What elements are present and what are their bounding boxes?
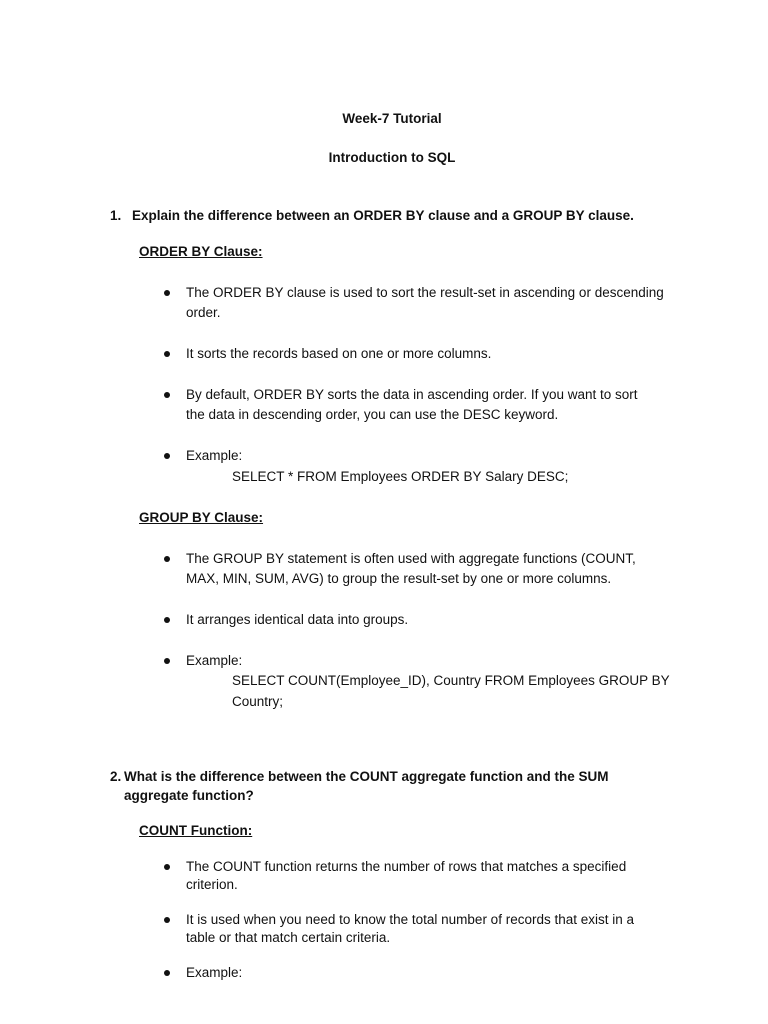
- bullet-icon: [164, 290, 170, 296]
- count-bullet-2-line-2: table or that match certain criteria.: [186, 930, 391, 945]
- bullet-icon: [164, 864, 170, 870]
- bullet-icon: [164, 351, 170, 357]
- group-by-heading: GROUP BY Clause:: [139, 510, 264, 525]
- order-by-example-code: SELECT * FROM Employees ORDER BY Salary DESC;: [232, 469, 569, 484]
- bullet-icon: [164, 970, 170, 976]
- order-by-heading: ORDER BY Clause:: [139, 244, 263, 259]
- question-2-number: 2.: [110, 769, 122, 784]
- count-heading: COUNT Function:: [139, 823, 253, 838]
- count-example-label: Example:: [186, 965, 243, 980]
- page-subtitle: Introduction to SQL: [328, 150, 456, 165]
- bullet-icon: [164, 453, 170, 459]
- question-1-number: 1.: [110, 208, 122, 223]
- group-by-example-code-line-1: SELECT COUNT(Employee_ID), Country FROM Employees GROUP BY: [232, 673, 670, 688]
- order-by-example-label: Example:: [186, 448, 243, 463]
- count-bullet-1-line-1: The COUNT function returns the number of rows that matches a specified: [186, 859, 627, 874]
- group-by-bullet-1-line-1: The GROUP BY statement is often used with aggregate functions (COUNT,: [186, 551, 636, 566]
- group-by-example-code-line-2: Country;: [232, 694, 284, 709]
- count-bullet-1-line-2: criterion.: [186, 877, 238, 892]
- order-by-bullet-3-line-1: By default, ORDER BY sorts the data in ascending order. If you want to sort: [186, 387, 638, 402]
- bullet-icon: [164, 392, 170, 398]
- group-by-bullet-2: It arranges identical data into groups.: [186, 612, 409, 627]
- group-by-bullet-1-line-2: MAX, MIN, SUM, AVG) to group the result-set by one or more columns.: [186, 571, 612, 586]
- page-title: Week-7 Tutorial: [342, 111, 442, 126]
- question-2-text-line-2: aggregate function?: [124, 788, 254, 803]
- order-by-bullet-1-line-1: The ORDER BY clause is used to sort the result-set in ascending or descending: [186, 285, 664, 300]
- order-by-bullet-2: It sorts the records based on one or more columns.: [186, 346, 492, 361]
- bullet-icon: [164, 658, 170, 664]
- group-by-example-label: Example:: [186, 653, 243, 668]
- question-1-text: Explain the difference between an ORDER BY clause and a GROUP BY clause.: [132, 208, 634, 223]
- question-2-text-line-1: What is the difference between the COUNT aggregate function and the SUM: [124, 769, 609, 784]
- order-by-bullet-1-line-2: order.: [186, 305, 221, 320]
- count-bullet-2-line-1: It is used when you need to know the total number of records that exist in a: [186, 912, 635, 927]
- order-by-bullet-3-line-2: the data in descending order, you can use the DESC keyword.: [186, 407, 559, 422]
- bullet-icon: [164, 617, 170, 623]
- bullet-icon: [164, 556, 170, 562]
- bullet-icon: [164, 917, 170, 923]
